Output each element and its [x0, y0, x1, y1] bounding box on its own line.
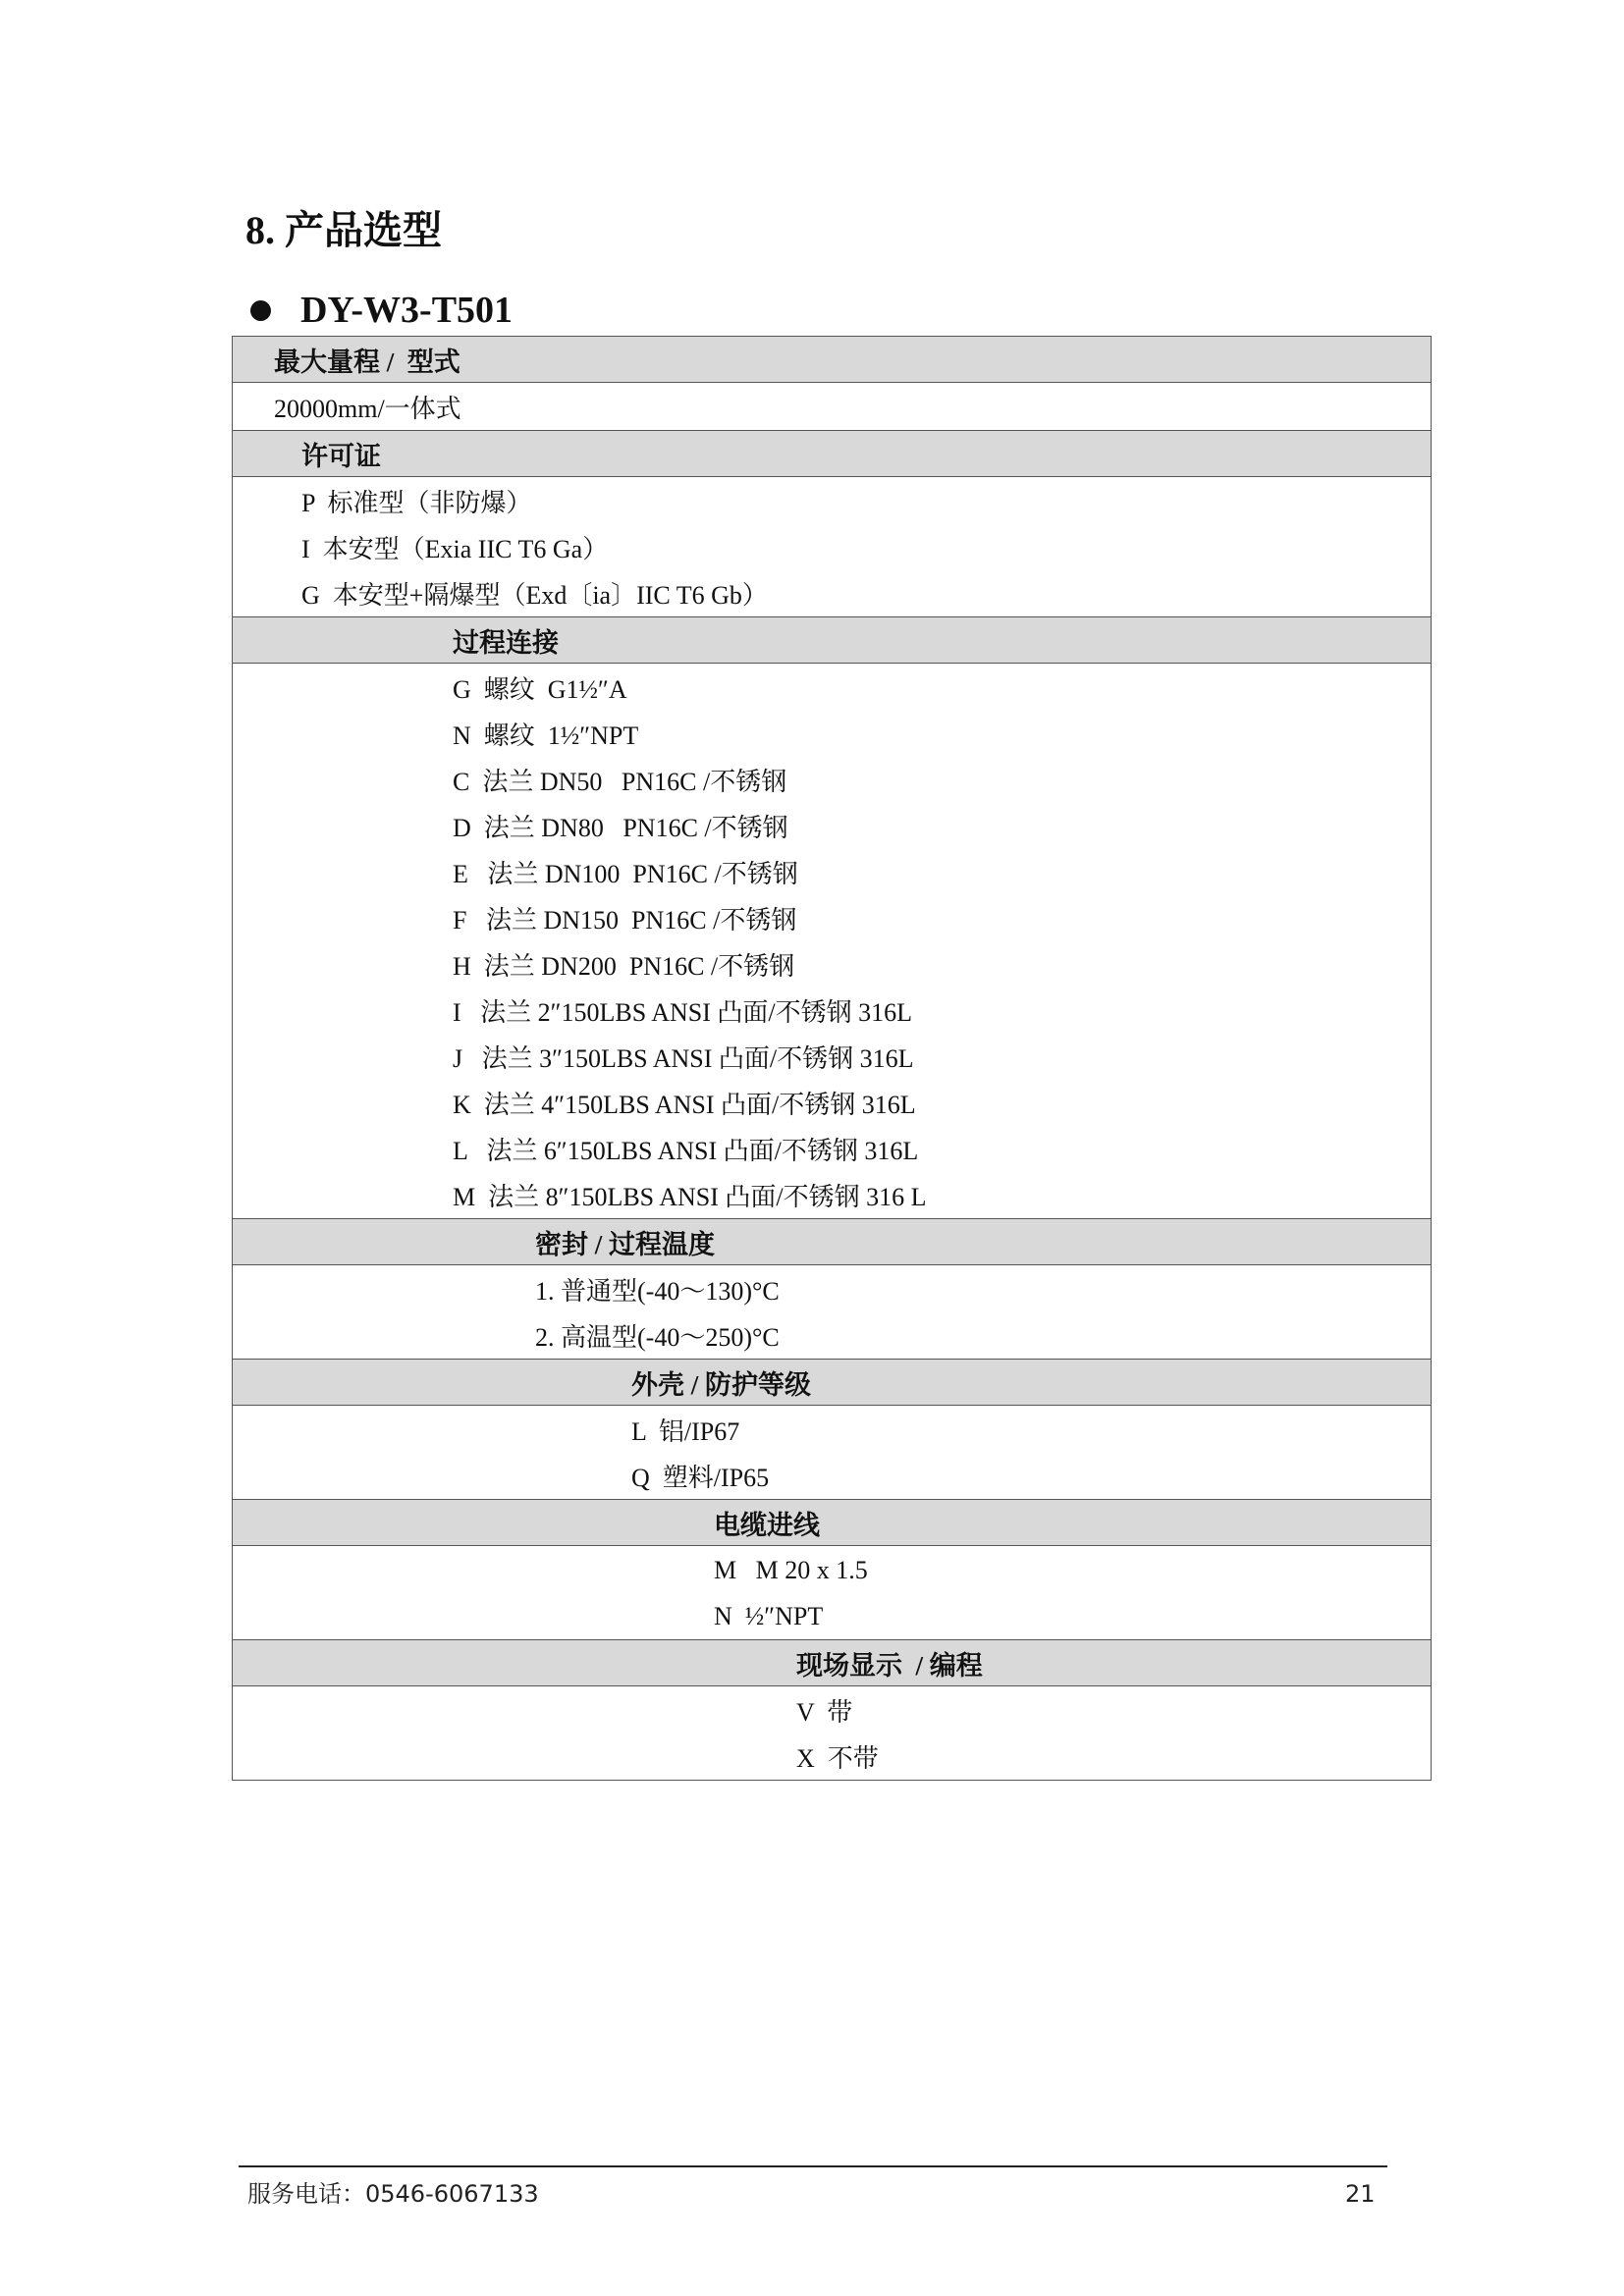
section-header-seal-temperature: 密封 / 过程温度	[233, 1219, 1431, 1265]
section-body-cable-entry	[233, 1546, 1431, 1640]
section-header-display-programming: 现场显示 / 编程	[233, 1640, 1431, 1686]
section-header-license: 许可证	[233, 431, 1431, 477]
section-header-process-connection: 过程连接	[233, 617, 1431, 664]
option-row: J 法兰 3″150LBS ANSI 凸面/不锈钢 316L	[453, 1044, 914, 1073]
option-row: D 法兰 DN80 PN16C /不锈钢	[453, 814, 788, 842]
option-row: X 不带	[796, 1744, 879, 1773]
selection-table	[232, 336, 1432, 1781]
section-header-cable-entry: 电缆进线	[233, 1500, 1431, 1546]
footer-page-number: 21	[1345, 2180, 1376, 2208]
section-body-license	[233, 477, 1431, 617]
option-row: I 法兰 2″150LBS ANSI 凸面/不锈钢 316L	[453, 998, 913, 1027]
section-body-seal-temperature	[233, 1265, 1431, 1360]
footer-service-phone: 服务电话：0546-6067133	[247, 2180, 539, 2208]
option-row: 2. 高温型(-40～250)°C	[535, 1323, 780, 1352]
option-row: N 螺纹 1½″NPT	[453, 721, 639, 750]
option-row: M 法兰 8″150LBS ANSI 凸面/不锈钢 316 L	[453, 1183, 927, 1211]
option-row: K 法兰 4″150LBS ANSI 凸面/不锈钢 316L	[453, 1091, 916, 1119]
option-row: L 法兰 6″150LBS ANSI 凸面/不锈钢 316L	[453, 1137, 919, 1165]
option-row: M M 20 x 1.5	[714, 1555, 868, 1584]
option-row: V 带	[796, 1698, 853, 1727]
option-row: P 标准型（非防爆）	[301, 489, 532, 517]
option-row: E 法兰 DN100 PN16C /不锈钢	[453, 860, 798, 888]
option-row: F 法兰 DN150 PN16C /不锈钢	[453, 906, 797, 934]
option-row: 1. 普通型(-40～130)°C	[535, 1277, 780, 1306]
section-body-process-connection	[233, 664, 1431, 1219]
footer-divider	[239, 2165, 1387, 2167]
section-body-housing-protection	[233, 1406, 1431, 1500]
section-header-housing-protection: 外壳 / 防护等级	[233, 1360, 1431, 1406]
option-row: C 法兰 DN50 PN16C /不锈钢	[453, 768, 787, 796]
option-row: 20000mm/一体式	[274, 395, 461, 423]
section-body-range	[233, 383, 1431, 431]
option-row: N ½″NPT	[714, 1601, 824, 1630]
section-body-display-programming	[233, 1686, 1431, 1780]
option-row: I 本安型（Exia IIC T6 Ga）	[301, 535, 609, 563]
section-title: 8. 产品选型	[245, 208, 442, 252]
option-row: H 法兰 DN200 PN16C /不锈钢	[453, 952, 795, 981]
bullet-icon	[250, 300, 271, 321]
option-row: L 铝/IP67	[631, 1417, 740, 1446]
model-heading	[250, 287, 513, 334]
option-row: G 螺纹 G1½″A	[453, 675, 627, 704]
model-name: DY-W3-T501	[300, 290, 514, 331]
option-row: G 本安型+隔爆型（Exd〔ia〕IIC T6 Gb）	[301, 581, 768, 610]
option-row: Q 塑料/IP65	[631, 1464, 770, 1492]
section-header-range: 最大量程 / 型式	[233, 337, 1431, 383]
